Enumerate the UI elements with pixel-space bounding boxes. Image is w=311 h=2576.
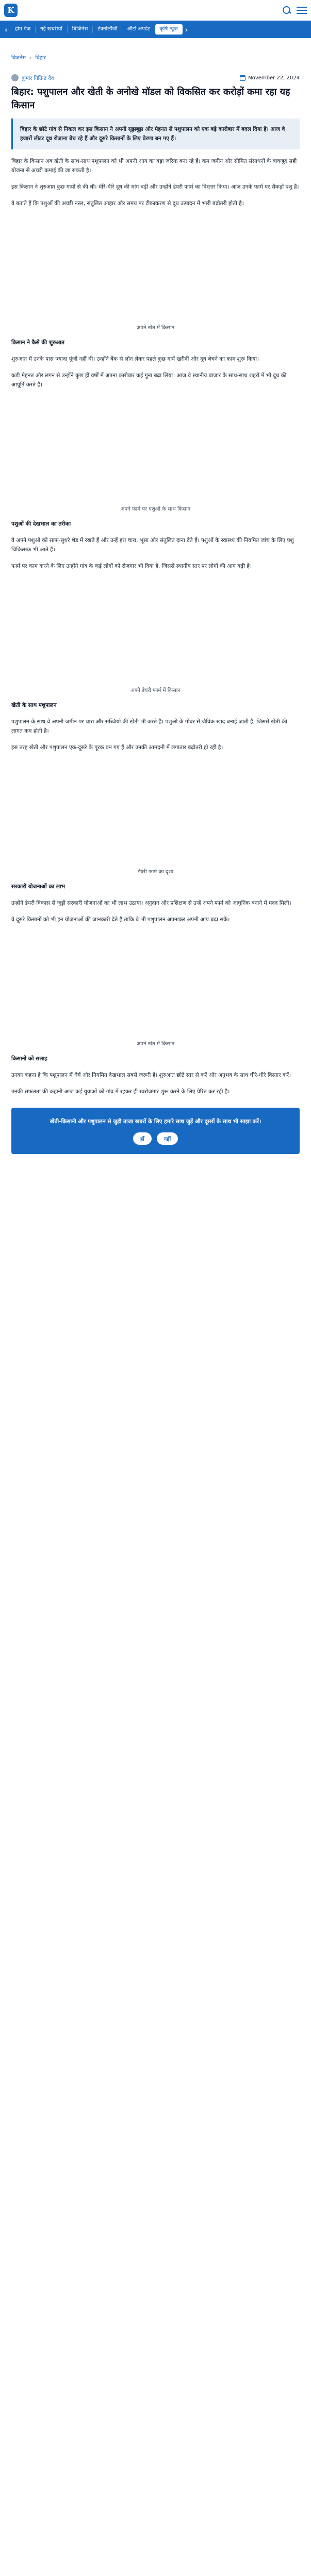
article-paragraph: उनकी सफलता की कहानी आज कई युवाओं को गांव में रहकर ही स्वरोजगार शुरू करने के लिए प्रेरित कर रही है। <box>11 1089 230 1095</box>
article-figure <box>11 760 300 875</box>
image-caption: अपने फार्म पर पशुओं के साथ किसान <box>120 506 191 512</box>
article-paragraph: बिहार के किसान अब खेती के साथ-साथ पशुपालन को भी अपनी आय का बड़ा जरिया बना रहे हैं। कम जमीन और सीमित संसाधनों के बावजूद सही योजना से अच्छी कमाई की जा सकती है। <box>11 158 297 174</box>
article-image <box>11 579 300 682</box>
search-icon[interactable] <box>282 6 291 15</box>
article-paragraph: शुरुआत में उनके पास ज्यादा पूंजी नहीं थी। उन्होंने बैंक से लोन लेकर पहले कुछ गायें खरीदीं और दूध बेचने का काम शुरू किया। <box>11 356 259 362</box>
nav-item-news[interactable]: नई खबरीयाँ <box>36 26 68 33</box>
article-paragraph: उन्होंने डेयरी विकास से जुड़ी सरकारी योजनाओं का भी लाभ उठाया। अनुदान और प्रशिक्षण से उन्हें अपने फार्म को आधुनिक बनाने में मदद मिली। <box>11 900 291 906</box>
author-name[interactable]: कुमार नितिन्द्र देव <box>22 76 54 81</box>
article-paragraph: फार्म पर काम करने के लिए उन्होंने गांव के कई लोगों को रोजगार भी दिया है, जिससे स्थानीय स्तर पर लोगों की आय बढ़ी है। <box>11 563 252 569</box>
breadcrumb <box>11 38 300 71</box>
section-heading: खेती के साथ पशुपालन <box>11 702 57 708</box>
date-block <box>240 75 300 81</box>
article-image <box>11 398 300 501</box>
nav-right-arrow-icon[interactable]: › <box>185 24 188 35</box>
calendar-icon <box>240 75 245 81</box>
article-paragraph: इस तरह खेती और पशुपालन एक-दूसरे के पूरक बन गए हैं और उनकी आमदनी में लगातार बढ़ोतरी हो रही है। <box>11 744 223 751</box>
article-container <box>0 38 311 1175</box>
nav-item-technology[interactable]: टेक्नोलॉजी <box>93 26 122 33</box>
breadcrumb-current[interactable]: बिहार <box>35 55 46 61</box>
category-nav <box>0 21 311 38</box>
publish-date: November 22, 2024 <box>248 75 300 81</box>
nav-item-home[interactable]: होम पेज <box>10 26 36 33</box>
bottom-spacer <box>11 1154 300 1175</box>
subscribe-text: खेती-किसानी और पशुपालन से जुड़ी ताजा खबरों के लिए हमारे साथ जुड़ें और दूसरों के साथ भी साझा करें। <box>50 1118 261 1125</box>
article-title: बिहार: पशुपालन और खेती के अनोखे मॉडल को विकसित कर करोड़ों कमा रहा यह किसान <box>11 87 290 111</box>
article-paragraph: वे दूसरे किसानों को भी इन योजनाओं की जानकारी देते हैं ताकि वे भी पशुपालन अपनाकर अपनी आय बढ़ा सकें। <box>11 917 230 923</box>
nav-item-auto[interactable]: ऑटो अपडेट <box>122 26 155 33</box>
article-summary: बिहार के छोटे गांव से निकल कर इस किसान ने अपनी सूझबूझ और मेहनत से पशुपालन को एक बड़े कारोबार में बदल दिया है। आज वे हजारों लीटर दूध रोजाना बेच रहे हैं और दूसरे किसानों के लिए प्रेरणा बन गए हैं। <box>11 118 300 149</box>
article-paragraph: उनका कहना है कि पशुपालन में धैर्य और नियमित देखभाल सबसे जरूरी है। शुरुआत छोटे स्तर से करें और अनुभव के साथ धीरे-धीरे विस्तार करें। <box>11 1072 291 1078</box>
subscribe-buttons <box>21 1132 290 1145</box>
image-caption: डेयरी फार्म का दृश्य <box>137 869 174 875</box>
article-paragraph: कड़ी मेहनत और लगन से उन्होंने कुछ ही वर्षों में अपना कारोबार कई गुना बढ़ा लिया। आज वे स्थानीय बाजार के साथ-साथ शहरों में भी दूध की आपूर्ति करते हैं। <box>11 372 287 388</box>
article-image <box>11 216 300 319</box>
section-heading: किसानों को सलाह <box>11 1056 47 1062</box>
author-block <box>11 74 54 81</box>
no-button[interactable]: नहीं <box>157 1132 178 1145</box>
article-figure <box>11 933 300 1047</box>
article-paragraph: इस किसान ने शुरुआत कुछ गायों से की थी। धीरे-धीरे दूध की मांग बढ़ी और उन्होंने डेयरी फार्म का विस्तार किया। आज उनके फार्म पर सैकड़ों पशु हैं। <box>11 184 299 190</box>
subscribe-box <box>11 1108 300 1154</box>
article-paragraph: वे अपने पशुओं को साफ-सुथरे शेड में रखते हैं और उन्हें हरा चारा, भूसा और संतुलित दाना देते हैं। पशुओं के स्वास्थ्य की नियमित जांच के लिए पशु चिकित्सक भी आते हैं। <box>11 537 294 553</box>
section-heading: किसान ने कैसे की शुरुआत <box>11 340 64 346</box>
article-figure <box>11 398 300 512</box>
article-paragraph: पशुपालन के साथ वे अपनी जमीन पर चारा और सब्जियों की खेती भी करते हैं। पशुओं के गोबर से जैविक खाद बनाई जाती है, जिससे खेती की लागत कम होती है। <box>11 719 287 734</box>
image-caption: अपने खेत में किसान <box>136 325 175 331</box>
top-header <box>0 0 311 21</box>
section-heading: सरकारी योजनाओं का लाभ <box>11 884 66 890</box>
author-avatar <box>11 74 19 81</box>
site-logo[interactable]: K <box>4 4 18 17</box>
article-paragraph: वे बताते हैं कि पशुओं की अच्छी नस्ल, संतुलित आहार और समय पर टीकाकरण से दूध उत्पादन में भारी बढ़ोतरी होती है। <box>11 200 244 207</box>
nav-item-agriculture[interactable]: कृषि न्यूज <box>155 24 182 35</box>
article-image <box>11 933 300 1036</box>
article-image <box>11 760 300 863</box>
yes-button[interactable]: हाँ <box>133 1132 152 1145</box>
article-figure <box>11 216 300 331</box>
image-caption: अपने डेयरी फार्म में किसान <box>130 688 181 693</box>
breadcrumb-separator: › <box>29 55 32 61</box>
menu-icon[interactable] <box>297 7 307 14</box>
nav-left-arrow-icon[interactable]: ‹ <box>4 24 8 35</box>
article-meta <box>11 74 300 81</box>
breadcrumb-home[interactable]: बिजनेस <box>11 55 26 61</box>
article-figure <box>11 579 300 693</box>
nav-item-business[interactable]: बिजिनेस <box>68 26 93 33</box>
section-heading: पशुओं की देखभाल का तरीका <box>11 521 71 527</box>
image-caption: अपने खेत में किसान <box>136 1041 175 1047</box>
